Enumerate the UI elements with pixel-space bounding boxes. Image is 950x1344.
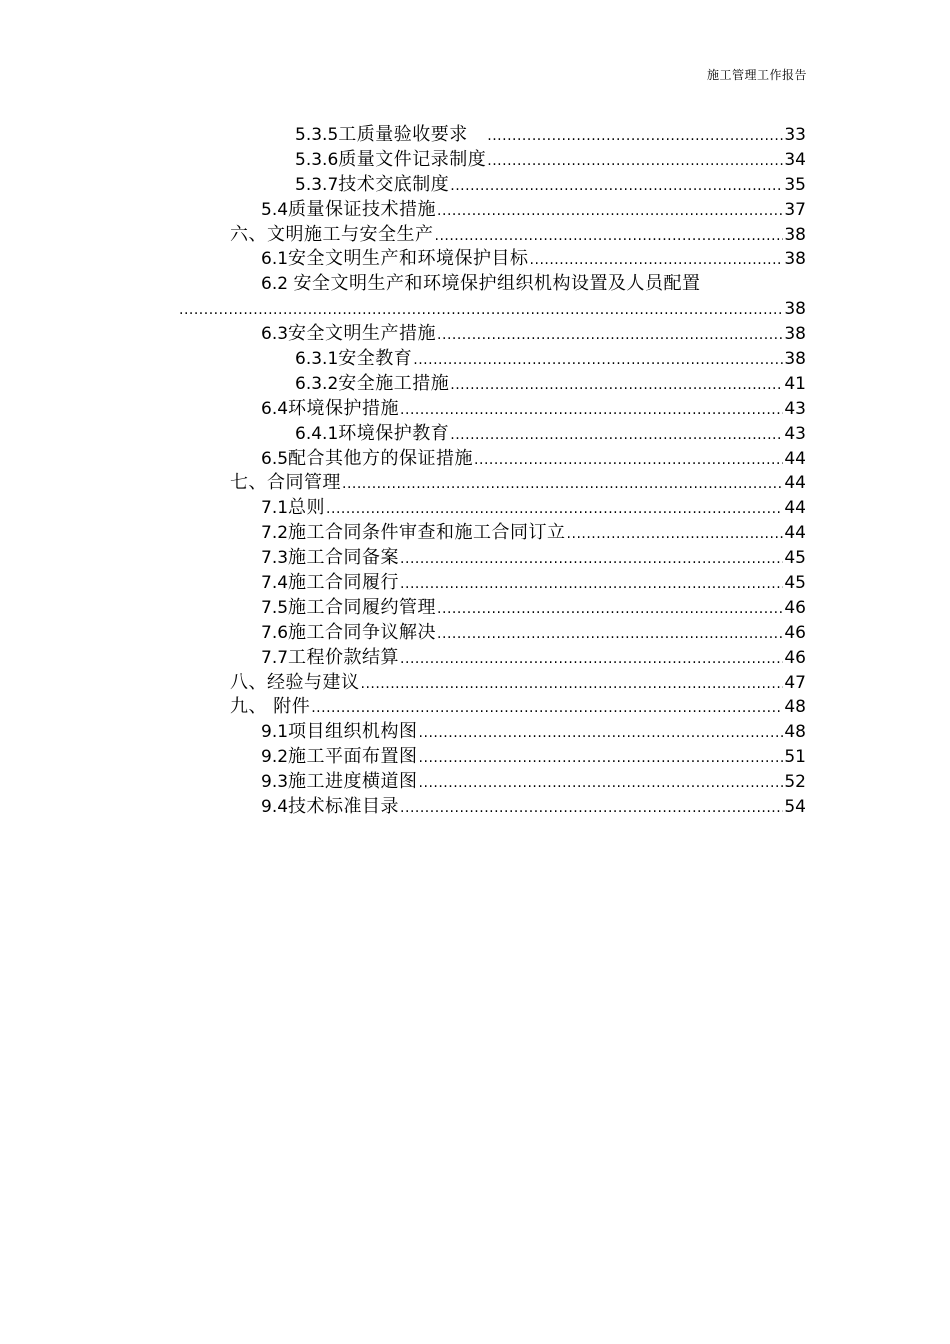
toc-entry[interactable]	[178, 471, 806, 496]
toc-entry[interactable]	[178, 247, 806, 272]
toc-entry-page: 44	[784, 448, 806, 469]
toc-entry-title: 总则	[288, 497, 326, 519]
toc-entry[interactable]	[178, 148, 806, 173]
toc-entry-number: 6.5	[261, 448, 289, 469]
toc-entry[interactable]	[178, 397, 806, 422]
toc-entry[interactable]	[178, 695, 806, 720]
toc-dot-leader	[413, 348, 783, 373]
toc-entry-page: 54	[784, 797, 806, 818]
toc-entry-number: 7.7	[261, 647, 289, 668]
toc-entry-number: 9.2	[261, 747, 289, 768]
toc-entry-number: 9.3	[261, 772, 289, 793]
toc-entry-title: 环境保护措施	[288, 397, 400, 419]
toc-entry[interactable]	[178, 123, 806, 148]
toc-dot-leader	[487, 149, 783, 174]
toc-entry[interactable]	[178, 347, 806, 372]
toc-entry-page: 37	[784, 199, 806, 220]
toc-entry-page: 44	[784, 473, 806, 494]
toc-entry-number: 6.3.1	[295, 349, 339, 370]
page-header: 施工管理工作报告	[706, 68, 807, 82]
toc-entry-number: 7.5	[261, 597, 289, 618]
toc-dot-leader	[437, 199, 783, 224]
toc-entry-title: 安全教育	[338, 348, 413, 370]
toc-entry-title: 安全文明生产和环境保护组织机构设置及人员配置	[293, 273, 701, 295]
toc-entry-title: 施工合同争议解决	[288, 621, 437, 643]
toc-entry-number: 7.1	[261, 498, 289, 519]
toc-entry-number: 7.3	[261, 548, 289, 569]
toc-dot-leader	[567, 522, 784, 547]
toc-entry[interactable]	[178, 447, 806, 472]
toc-entry-title: 安全施工措施	[338, 372, 450, 394]
toc-entry[interactable]	[178, 646, 806, 671]
toc-entry[interactable]	[178, 223, 806, 248]
toc-entry[interactable]	[178, 322, 806, 347]
toc-entry-number: 6.1	[261, 249, 289, 270]
toc-entry-number: 7.4	[261, 573, 289, 594]
toc-entry-page: 34	[784, 149, 806, 170]
toc-entry-page: 38	[784, 299, 806, 320]
toc-entry[interactable]	[178, 198, 806, 223]
toc-entry-page: 48	[784, 697, 806, 718]
toc-entry-title: 配合其他方的保证措施	[288, 447, 474, 469]
toc-dot-leader	[437, 597, 783, 622]
toc-entry-number: 9.4	[261, 797, 289, 818]
toc-dot-leader	[326, 497, 783, 522]
toc-entry-page: 38	[784, 349, 806, 370]
toc-entry-number: 6.3	[261, 324, 289, 345]
toc-entry-number: 5.3.7	[295, 174, 339, 195]
toc-entry-number: 5.3.5	[295, 125, 339, 145]
toc-dot-leader	[400, 647, 783, 672]
toc-entry[interactable]	[178, 422, 806, 447]
toc-dot-leader	[400, 547, 783, 572]
toc-entry-title: 施工合同条件审查和施工合同订立	[288, 522, 566, 544]
toc-entry-number: 6.2	[261, 274, 294, 295]
toc-dot-leader	[437, 622, 783, 647]
toc-entry-page: 35	[784, 174, 806, 195]
toc-dot-leader	[419, 721, 784, 746]
toc-dot-leader	[419, 746, 784, 771]
toc-entry-page: 45	[784, 573, 806, 594]
toc-entry-page: 46	[784, 597, 806, 618]
toc-entry-page: 46	[784, 622, 806, 643]
toc-entry-title: 九、 附件	[230, 696, 311, 718]
toc-entry-page: 38	[784, 249, 806, 270]
toc-entry[interactable]	[178, 795, 806, 820]
toc-dot-leader	[487, 124, 783, 149]
toc-entry-title: 项目组织机构图	[288, 721, 418, 743]
toc-dot-leader	[342, 472, 783, 497]
toc-entry-number: 6.3.2	[295, 373, 339, 394]
toc-dot-leader	[450, 174, 783, 199]
toc-entry-number: 7.2	[261, 523, 289, 544]
toc-entry-page: 51	[784, 747, 806, 768]
toc-entry-page: 44	[784, 498, 806, 519]
toc-entry-number: 5.3.6	[295, 149, 339, 170]
toc-entry[interactable]	[178, 621, 806, 646]
toc-entry[interactable]	[178, 596, 806, 621]
toc-entry-title: 技术标准目录	[288, 796, 400, 818]
toc-entry-page: 43	[784, 398, 806, 419]
toc-entry-page: 45	[784, 548, 806, 569]
toc-entry-title: 施工合同履行	[288, 572, 400, 594]
toc-entry-title: 施工合同履约管理	[288, 596, 437, 618]
toc-entry-title: 安全文明生产措施	[288, 323, 437, 345]
toc-entry-title-line[interactable]	[178, 272, 806, 297]
toc-entry-title: 八、经验与建议	[230, 671, 360, 693]
toc-entry[interactable]	[178, 770, 806, 795]
toc-entry[interactable]	[178, 372, 806, 397]
toc-entry-number: 9.1	[261, 722, 289, 743]
toc-entry[interactable]	[178, 546, 806, 571]
toc-entry-title: 质量文件记录制度	[338, 148, 487, 170]
toc-entry[interactable]	[178, 720, 806, 745]
toc-entry-number: 7.6	[261, 622, 289, 643]
toc-entry[interactable]	[178, 571, 806, 596]
toc-dot-leader	[400, 572, 783, 597]
toc-entry-page: 46	[784, 647, 806, 668]
toc-entry[interactable]	[178, 521, 806, 546]
toc-entry[interactable]	[178, 173, 806, 198]
toc-entry-page: 52	[784, 772, 806, 793]
toc-entry-title: 施工合同备案	[288, 547, 400, 569]
toc-entry-title: 施工平面布置图	[288, 746, 418, 768]
toc-dot-leader	[179, 298, 783, 323]
toc-entry-leader-line[interactable]	[178, 297, 806, 322]
toc-dot-leader	[361, 672, 784, 697]
toc-dot-leader	[435, 224, 784, 249]
toc-entry-title: 安全文明生产和环境保护目标	[288, 248, 529, 270]
table-of-contents	[178, 123, 806, 820]
toc-entry-page: 44	[784, 523, 806, 544]
toc-entry-page: 38	[784, 224, 806, 245]
toc-entry-number: 6.4	[261, 398, 289, 419]
toc-entry-title: 技术交底制度	[338, 173, 450, 195]
toc-entry-title: 工程价款结算	[288, 646, 400, 668]
toc-entry-page: 41	[784, 373, 806, 394]
toc-dot-leader	[419, 771, 784, 796]
toc-dot-leader	[450, 423, 783, 448]
toc-dot-leader	[311, 696, 783, 721]
toc-dot-leader	[530, 248, 784, 273]
toc-dot-leader	[437, 323, 783, 348]
toc-dot-leader	[400, 796, 783, 821]
toc-entry-title: 质量保证技术措施	[288, 198, 437, 220]
toc-entry-number: 6.4.1	[295, 423, 339, 444]
toc-entry-page: 48	[784, 722, 806, 743]
toc-entry-page: 38	[784, 324, 806, 345]
toc-dot-leader	[450, 373, 783, 398]
toc-entry[interactable]	[178, 745, 806, 770]
toc-entry-title: 环境保护教育	[338, 422, 450, 444]
toc-entry-page: 47	[784, 672, 806, 693]
toc-entry-page: 33	[784, 125, 806, 145]
toc-entry-title: 工质量验收要求	[338, 124, 487, 145]
toc-entry-number: 5.4	[261, 199, 289, 220]
toc-dot-leader	[474, 448, 783, 473]
toc-entry-title: 施工进度横道图	[288, 771, 418, 793]
toc-dot-leader	[400, 398, 783, 423]
toc-entry[interactable]	[178, 496, 806, 521]
toc-entry-title: 七、合同管理	[230, 472, 341, 494]
toc-entry-title: 六、文明施工与安全生产	[230, 223, 434, 245]
toc-entry-page: 43	[784, 423, 806, 444]
toc-entry[interactable]	[178, 671, 806, 696]
